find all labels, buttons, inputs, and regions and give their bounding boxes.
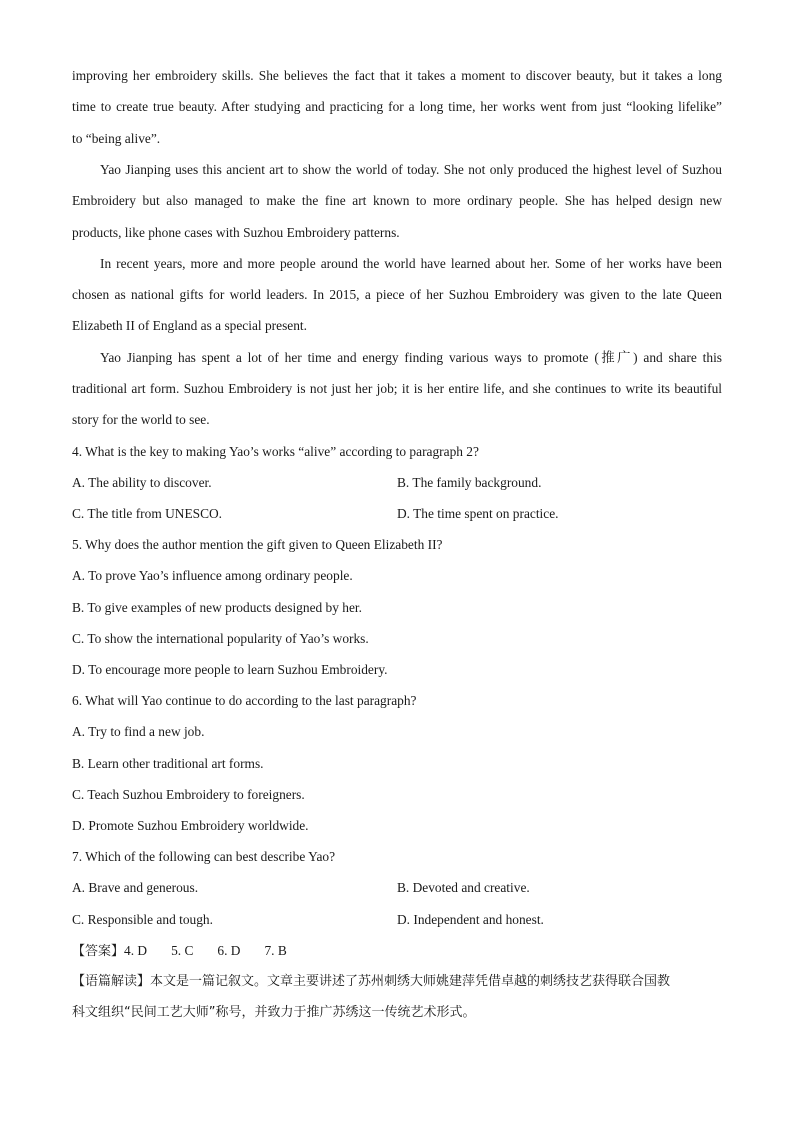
answer-item: 7. B — [264, 943, 287, 958]
question-stem: 7. Which of the following can best describe Yao? — [72, 849, 336, 864]
answer-option: A. Brave and generous. — [72, 880, 199, 895]
answer-option: B. Devoted and creative. — [397, 880, 530, 895]
passage-line: Embroidery but also managed to make the fine art known to more ordinary people. She has helped design new — [72, 193, 722, 208]
analysis-text: 本文是一篇记叙文。文章主要讲述了苏州刺绣大师姚建萍凭借卓越的刺绣技艺获得联合国教 — [150, 974, 671, 989]
passage-line: Yao Jianping has spent a lot of her time and energy finding various ways to promote (推广) and share this — [100, 350, 722, 365]
answer-item: 6. D — [217, 943, 241, 958]
question-stem: 5. Why does the author mention the gift given to Queen Elizabeth II? — [72, 537, 443, 552]
answer-option: B. To give examples of new products designed by her. — [72, 600, 363, 615]
answer-option: D. Promote Suzhou Embroidery worldwide. — [72, 818, 309, 833]
analysis-line — [72, 974, 670, 990]
passage-line: Yao Jianping uses this ancient art to show the world of today. She not only produced the highest level of Suzhou — [100, 162, 722, 177]
passage-line: In recent years, more and more people around the world have learned about her. Some of her works have been — [100, 256, 722, 271]
answer-item: 4. D — [124, 943, 148, 958]
passage-line: Elizabeth II of England as a special present. — [72, 318, 307, 333]
answer-key — [72, 943, 287, 960]
answer-option: A. Try to find a new job. — [72, 724, 205, 739]
answer-option: C. The title from UNESCO. — [72, 506, 223, 521]
question-stem: 4. What is the key to making Yao’s works “alive” according to paragraph 2? — [72, 444, 479, 459]
answer-option: D. The time spent on practice. — [397, 506, 559, 521]
answer-label: 【答案】 — [72, 944, 125, 959]
answer-option: D. Independent and honest. — [397, 912, 544, 927]
answer-option: D. To encourage more people to learn Suzhou Embroidery. — [72, 662, 388, 677]
passage-line: improving her embroidery skills. She believes the fact that it takes a moment to discover beauty, but it takes a long — [72, 68, 722, 83]
analysis-line: 科文组织“民间工艺大师”称号，并致力于推广苏绣这一传统艺术形式。 — [72, 1005, 476, 1020]
answer-option: B. Learn other traditional art forms. — [72, 756, 264, 771]
answer-option: B. The family background. — [397, 475, 542, 490]
answer-option: A. To prove Yao’s influence among ordinary people. — [72, 568, 353, 583]
passage-line: traditional art form. Suzhou Embroidery is not just her job; it is her entire life, and she continues to write its beautiful — [72, 381, 722, 396]
passage-line: time to create true beauty. After studying and practicing for a long time, her works went from just “looking lifelike” — [72, 99, 722, 114]
answer-option: C. Teach Suzhou Embroidery to foreigners. — [72, 787, 305, 802]
passage-line: chosen as national gifts for world leaders. In 2015, a piece of her Suzhou Embroidery was given to the late Queen — [72, 287, 722, 302]
passage-line: products, like phone cases with Suzhou Embroidery patterns. — [72, 225, 400, 240]
passage-line: story for the world to see. — [72, 412, 210, 427]
question-stem: 6. What will Yao continue to do according to the last paragraph? — [72, 693, 417, 708]
analysis-label: 【语篇解读】 — [72, 974, 151, 989]
answer-option: C. Responsible and tough. — [72, 912, 213, 927]
answer-option: C. To show the international popularity of Yao’s works. — [72, 631, 369, 646]
answer-item: 5. C — [171, 943, 194, 958]
answer-option: A. The ability to discover. — [72, 475, 212, 490]
passage-line: to “being alive”. — [72, 131, 161, 146]
